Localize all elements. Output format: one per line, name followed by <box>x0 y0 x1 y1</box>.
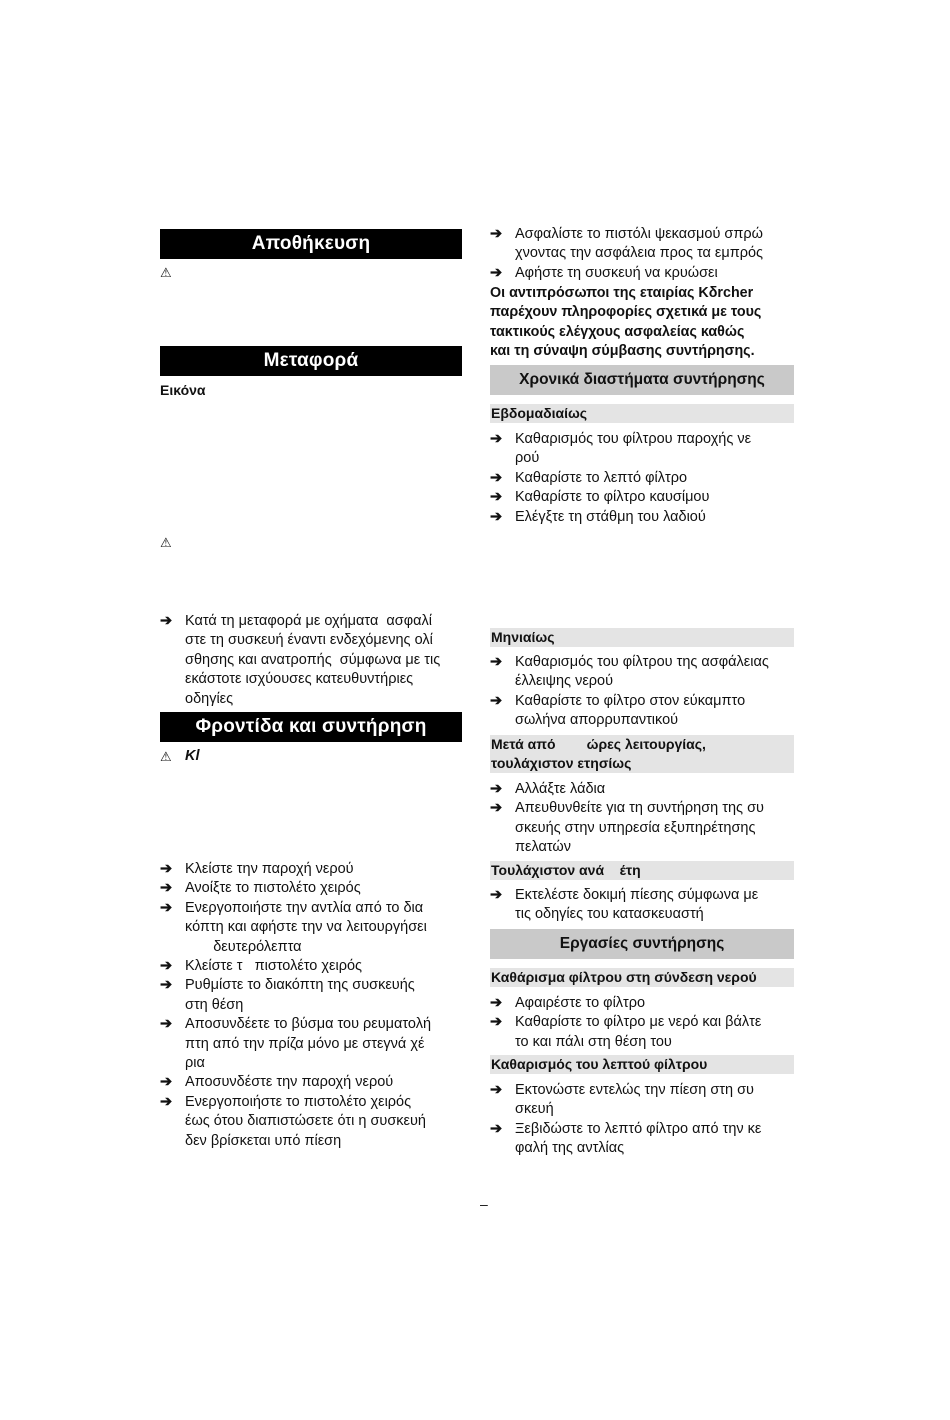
arrow-right-icon: ➔ <box>490 508 503 525</box>
transport-heading: Μεταφορά <box>160 346 462 376</box>
inlet-filter-heading: Καθάρισμα φίλτρου στη σύνδεση νερού <box>490 968 794 987</box>
storage-heading: Αποθήκευση <box>160 229 462 259</box>
arrow-right-icon: ➔ <box>160 880 173 897</box>
arrow-right-icon: ➔ <box>490 1014 503 1031</box>
arrow-right-icon: ➔ <box>490 995 503 1011</box>
bullet-text: Καθαρίστε το φίλτρο στον εύκαμπτο σωλήνα απορρυπαντικού <box>515 692 746 729</box>
bullet-text: Καθαρισμός του φίλτρου της ασφάλειας έλλειψης νερού <box>515 654 769 690</box>
bullet-text: Εκτονώστε εντελώς την πίεση στη συ σκευή <box>515 1082 754 1118</box>
arrow-right-icon: ➔ <box>490 264 503 281</box>
warning-icon: ⚠ <box>160 265 172 280</box>
warning-icon: ⚠ <box>160 749 172 764</box>
bullet-text: Αποσυνδέστε την παροχή νερού <box>185 1074 394 1091</box>
bullet-text: Κατά τη μεταφορά με οχήματα ασφαλί στε τη συσκευή έναντι ενδεχόμενης ολί σθησης και ανατροπής σύμφωνα με τις εκάστοτε ισχύουσες κατευθυντήριες οδηγίες <box>185 613 441 707</box>
weekly-heading: Εβδομαδιαίως <box>490 404 794 423</box>
fine-filter-heading: Καθαρισμός του λεπτού φίλτρου <box>490 1055 794 1074</box>
arrow-right-icon: ➔ <box>490 887 503 903</box>
arrow-right-icon: ➔ <box>160 899 173 916</box>
bullet-text: Καθαρίστε το φίλτρο με νερό και βάλτε το και πάλι στη θέση του <box>515 1014 762 1050</box>
arrow-right-icon: ➔ <box>160 958 173 974</box>
bullet-text: Ρυθμίστε το διακόπτη της συσκευής στη θέση <box>185 977 415 1013</box>
arrow-right-icon: ➔ <box>160 861 173 877</box>
bullet-text: Κλείστε τ πιστολέτο χειρός <box>185 958 363 974</box>
bullet-text: Ανοίξτε το πιστολέτο χειρός <box>185 880 361 897</box>
arrow-right-icon: ➔ <box>160 613 173 629</box>
bullet-text: Καθαρίστε το λεπτό φίλτρο <box>515 469 688 486</box>
maintenance-intervals-heading: Χρονικά διαστήματα συντήρησης <box>490 365 794 395</box>
arrow-right-icon: ➔ <box>490 226 503 242</box>
figure-label: Εικόνα <box>160 382 206 398</box>
care-heading: Φροντίδα και συντήρηση <box>160 712 462 742</box>
care-warning-text: Κl <box>185 748 200 764</box>
arrow-right-icon: ➔ <box>160 1016 173 1033</box>
bullet-text: Αλλάξτε λάδια <box>515 781 606 797</box>
arrow-right-icon: ➔ <box>490 1120 503 1137</box>
bullet-text: Ασφαλίστε το πιστόλι ψεκασμού σπρώ χνοντας την ασφάλεια προς τα εμπρός <box>515 226 764 262</box>
maintenance-work-heading: Εργασίες συντήρησης <box>490 929 794 959</box>
page-mark: – <box>480 1196 488 1212</box>
arrow-right-icon: ➔ <box>490 800 503 817</box>
monthly-heading: Μηνιαίως <box>490 628 794 647</box>
bullet-text: Κλείστε την παροχή νερού <box>185 861 354 877</box>
arrow-right-icon: ➔ <box>490 469 503 486</box>
arrow-right-icon: ➔ <box>490 489 503 506</box>
arrow-right-icon: ➔ <box>490 654 503 670</box>
bullet-text: Αφαιρέστε το φίλτρο <box>515 995 646 1011</box>
bullet-text: Αποσυνδέετε το βύσμα του ρευματολή πτη από την πρίζα μόνο με στεγνά χέ ρια <box>185 1016 432 1071</box>
arrow-right-icon: ➔ <box>490 1082 503 1098</box>
arrow-right-icon: ➔ <box>490 692 503 709</box>
bullet-text: Καθαρισμός του φίλτρου παροχής νε ρού <box>515 431 752 467</box>
hours-heading: Μετά από ώρες λειτουργίας, τουλάχιστον ετησίως <box>490 735 794 773</box>
arrow-right-icon: ➔ <box>160 1074 173 1091</box>
bullet-text: Ελέγξτε τη στάθμη του λαδιού <box>515 508 706 525</box>
arrow-right-icon: ➔ <box>490 431 503 447</box>
arrow-right-icon: ➔ <box>490 781 503 797</box>
years-heading: Τουλάχιστον ανά έτη <box>490 861 794 880</box>
arrow-right-icon: ➔ <box>160 1093 173 1110</box>
arrow-right-icon: ➔ <box>160 977 173 994</box>
bullet-text: Ξεβιδώστε το λεπτό φίλτρο από την κε φαλή της αντλίας <box>515 1120 762 1157</box>
bullet-text: Καθαρίστε το φίλτρο καυσίμου <box>515 489 710 506</box>
bullet-text: Εκτελέστε δοκιμή πίεσης σύμφωνα με τις οδηγίες του κατασκευαστή <box>515 887 759 923</box>
karcher-note: Οι αντιπρόσωποι της εταιρίας Kδrcher παρέχουν πληροφορίες σχετικά με τους τακτικούς ελέγχους ασφαλείας καθώς και τη σύναψη σύμβασης συντήρησης. <box>490 285 762 360</box>
bullet-text: Αφήστε τη συσκευή να κρυώσει <box>515 264 718 281</box>
bullet-text: Ενεργοποιήστε το πιστολέτο χειρός έως ότου διαπιστώσετε ότι η συσκευή δεν βρίσκεται υπό πίεση <box>185 1093 426 1149</box>
bullet-text: Απευθυνθείτε για τη συντήρηση της συ σκευής στην υπηρεσία εξυπηρέτησης πελατών <box>515 800 764 856</box>
bullet-text: Ενεργοποιήστε την αντλία από το δια κόπτη και αφήστε την να λειτουργήσει δευτερόλεπτα <box>185 899 427 955</box>
warning-icon: ⚠ <box>160 535 172 550</box>
